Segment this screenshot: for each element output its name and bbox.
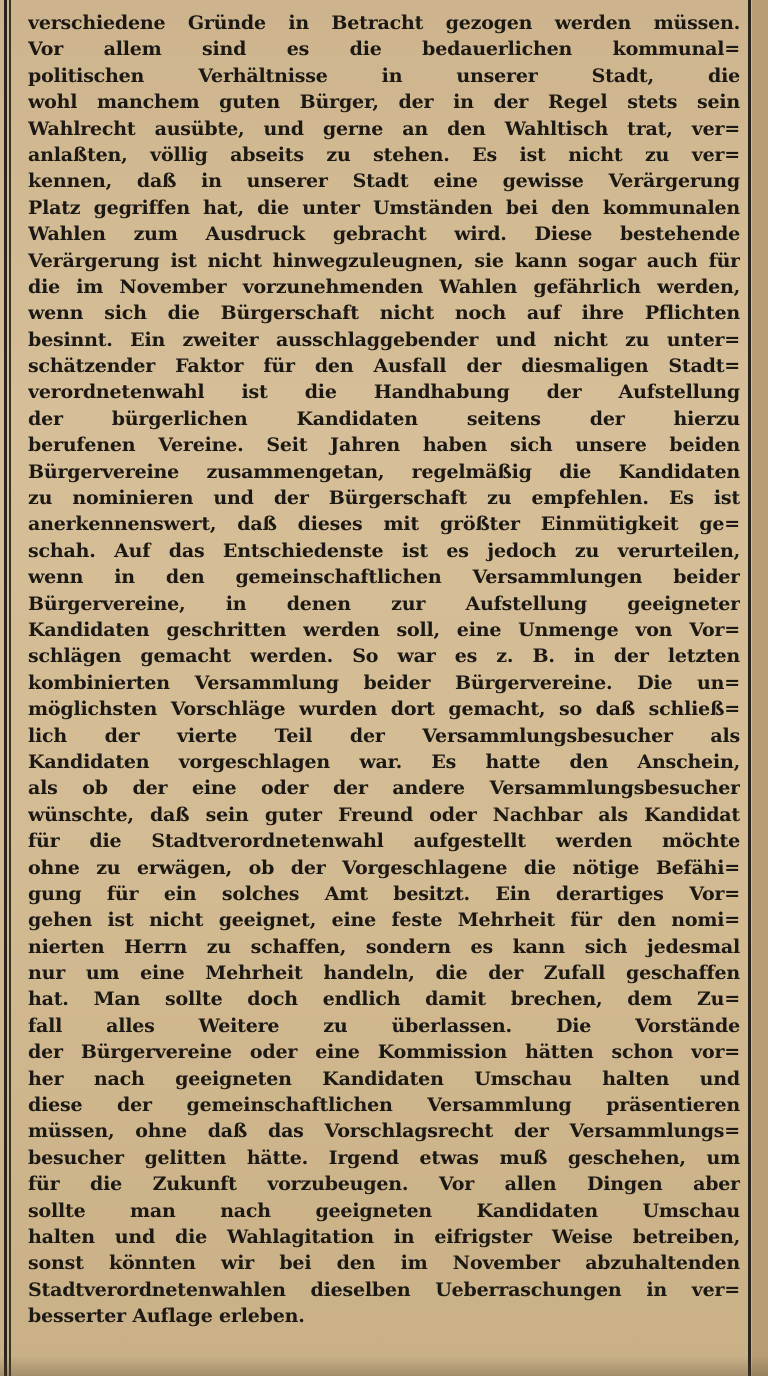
article-text-line: für die Zukunft vorzubeugen. Vor allen Dingen aber: [28, 1173, 740, 1196]
article-column: [28, 10, 740, 1330]
article-text-line: nierten Herrn zu schaffen, sondern es kann sich jedesmal: [28, 935, 740, 958]
article-text-line: schlägen gemacht werden. So war es z. B. in der letzten: [28, 645, 740, 668]
article-text-line: schah. Auf das Entschiedenste ist es jedoch zu verurteilen,: [28, 539, 740, 562]
article-text-line: gehen ist nicht geeignet, eine feste Mehrheit für den nomi=: [28, 909, 740, 932]
article-text-line: besinnt. Ein zweiter ausschlaggebender und nicht zu unter=: [28, 328, 740, 351]
article-text-line: besserter Auflage erleben.: [28, 1305, 305, 1328]
article-text-line: für die Stadtverordnetenwahl aufgestellt werden möchte: [28, 830, 740, 853]
column-rule-left: [4, 0, 7, 1376]
article-text-line: hat. Man sollte doch endlich damit brechen, dem Zu=: [28, 988, 740, 1011]
article-text-line: verordnetenwahl ist die Handhabung der Aufstellung: [28, 381, 740, 404]
article-text-line: nur um eine Mehrheit handeln, die der Zufall geschaffen: [28, 962, 740, 985]
article-text-line: Kandidaten geschritten werden soll, eine Unmenge von Vor=: [28, 618, 740, 641]
article-text-line: möglichsten Vorschläge wurden dort gemacht, so daß schließ=: [28, 698, 740, 721]
article-text-line: Bürgervereine zusammengetan, regelmäßig die Kandidaten: [28, 460, 740, 483]
article-text-line: diese der gemeinschaftlichen Versammlung präsentieren: [28, 1094, 740, 1117]
article-text-line: schätzender Faktor für den Ausfall der diesmaligen Stadt=: [28, 355, 740, 378]
article-text-line: der bürgerlichen Kandidaten seitens der hierzu: [28, 407, 740, 430]
article-text-line: Verärgerung ist nicht hinwegzuleugnen, sie kann sogar auch für: [28, 249, 740, 272]
article-text-line: müssen, ohne daß das Vorschlagsrecht der Versammlungs=: [28, 1120, 740, 1143]
article-text-line: wünschte, daß sein guter Freund oder Nachbar als Kandidat: [28, 803, 740, 826]
page-margin-right: [752, 0, 768, 1376]
article-text-line: die im November vorzunehmenden Wahlen gefährlich werden,: [28, 275, 740, 298]
article-text-line: Wahlen zum Ausdruck gebracht wird. Diese bestehende: [28, 223, 740, 246]
article-text-line: fall alles Weitere zu überlassen. Die Vorstände: [28, 1014, 740, 1037]
article-text-line: kombinierten Versammlung beider Bürgervereine. Die un=: [28, 671, 740, 694]
article-text-line: sonst könnten wir bei den im November abzuhaltenden: [28, 1252, 740, 1275]
article-text-line: verschiedene Gründe in Betracht gezogen werden müssen.: [28, 12, 740, 34]
article-text-line: wenn sich die Bürgerschaft nicht noch auf ihre Pflichten: [28, 302, 740, 325]
article-text-line: her nach geeigneten Kandidaten Umschau halten und: [28, 1067, 740, 1090]
article-text-line: besucher gelitten hätte. Irgend etwas muß geschehen, um: [28, 1146, 740, 1169]
article-text-line: Bürgervereine, in denen zur Aufstellung geeigneter: [28, 592, 740, 615]
article-text-line: ohne zu erwägen, ob der Vorgeschlagene die nötige Befähi=: [28, 856, 740, 879]
article-text-line: lich der vierte Teil der Versammlungsbesucher als: [28, 724, 740, 747]
article-text-line: anlaßten, völlig abseits zu stehen. Es ist nicht zu ver=: [28, 143, 740, 166]
article-text-line: gung für ein solches Amt besitzt. Ein derartiges Vor=: [28, 882, 740, 905]
column-rule-left-inner: [9, 0, 11, 1376]
article-text-line: sollte man nach geeigneten Kandidaten Umschau: [28, 1199, 740, 1222]
article-text-line: anerkennenswert, daß dieses mit größter Einmütigkeit ge=: [28, 513, 740, 536]
article-text-line: wenn in den gemeinschaftlichen Versammlungen beider: [28, 566, 740, 589]
article-text-line: Vor allem sind es die bedauerlichen kommunal=: [28, 38, 740, 61]
article-text-line: Stadtverordnetenwahlen dieselben Ueberraschungen in ver=: [28, 1278, 740, 1301]
article-text-line: zu nominieren und der Bürgerschaft zu empfehlen. Es ist: [28, 487, 740, 510]
page-bottom-shadow: [0, 1356, 768, 1376]
article-text-line: wohl manchem guten Bürger, der in der Regel stets sein: [28, 91, 740, 114]
article-text-line: Platz gegriffen hat, die unter Umständen bei den kommunalen: [28, 196, 740, 219]
article-text-line: als ob der eine oder der andere Versammlungsbesucher: [28, 777, 740, 800]
article-text-line: Kandidaten vorgeschlagen war. Es hatte den Anschein,: [28, 750, 740, 773]
article-text-line: politischen Verhältnisse in unserer Stadt, die: [28, 64, 740, 87]
article-text-line: Wahlrecht ausübte, und gerne an den Wahltisch trat, ver=: [28, 117, 740, 140]
article-text-line: berufenen Vereine. Seit Jahren haben sich unsere beiden: [28, 434, 740, 457]
article-text-line: der Bürgervereine oder eine Kommission hätten schon vor=: [28, 1041, 740, 1064]
column-rule-right: [748, 0, 751, 1376]
article-text-line: kennen, daß in unserer Stadt eine gewisse Verärgerung: [28, 170, 740, 193]
article-text-line: halten und die Wahlagitation in eifrigster Weise betreiben,: [28, 1225, 740, 1248]
